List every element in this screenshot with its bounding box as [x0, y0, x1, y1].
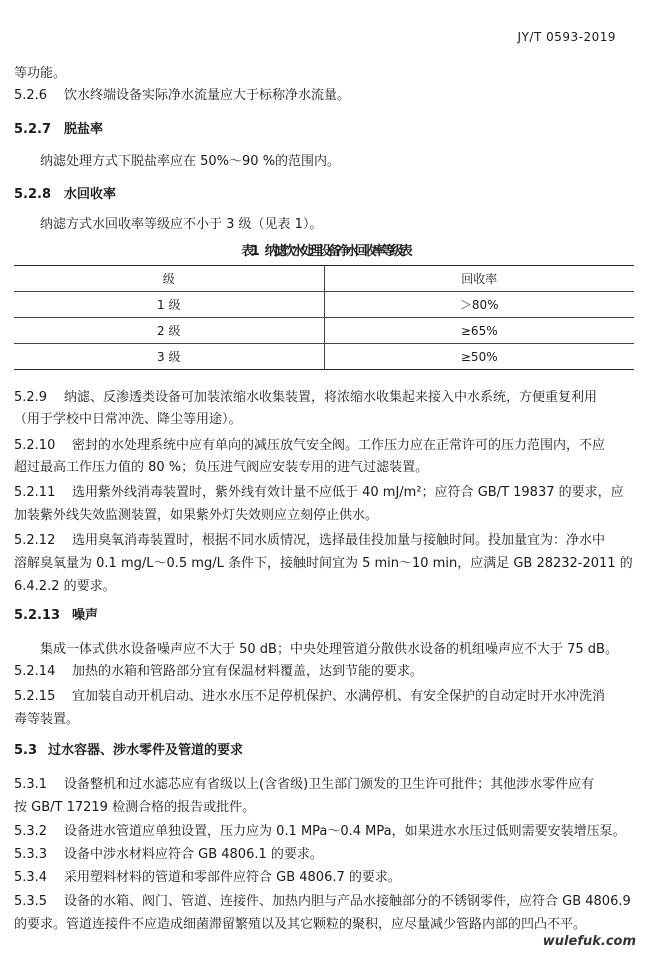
clause-text: 采用塑料材料的管道和零部件应符合 GB 4806.7 的要求。	[64, 870, 401, 885]
heading-5-2-8	[14, 183, 116, 202]
clause-text: 纳滤、反渗透类设备可加装浓缩水收集装置，将浓缩水收集起来接入中水系统，方便重复利用	[64, 390, 598, 405]
clause-text-cont: 毒等装置。	[14, 712, 80, 727]
heading-5-2-13	[14, 604, 98, 623]
clause-text-cont: 超过最高工作压力值的 80 %；负压进气阀应安装专用的进气过滤装置。	[14, 460, 429, 475]
clause-title: 噪声	[72, 608, 99, 623]
clause-text-cont: 溶解臭氧量为 0.1 mg/L～0.5 mg/L 条件下，接触时间宜为 5 min～10 min，应满足 GB 28232-2011 的	[14, 556, 633, 571]
table-caption: 表 1 纳滤饮水处理设备净水回收率等级表	[241, 244, 409, 259]
clause-title: 过水容器、涉水零件及管道的要求	[48, 743, 244, 758]
watermark: wulefuk.com	[542, 934, 636, 949]
clause-5-3-3	[14, 843, 323, 862]
table-row	[14, 292, 634, 318]
clause-5-3-1	[14, 773, 594, 792]
clause-number: 5.3.4	[14, 870, 48, 885]
clause-number: 5.2.8	[14, 187, 52, 202]
clause-number: 5.2.12	[14, 533, 56, 548]
clause-text-cont: 的要求。管道连接件不应造成细菌滞留繁殖以及其它颗粒的聚积，应尽量减少管路内部的凹凸不平。	[14, 917, 587, 932]
clause-text: 饮水终端设备实际净水流量应大于标称净水流量。	[64, 88, 351, 103]
table-cell: 1 级	[14, 292, 324, 318]
table-cell: ≥65%	[324, 318, 634, 344]
clause-text-cont: （用于学校中日常冲洗、降尘等用途）。	[14, 412, 242, 427]
clause-text-cont: 按 GB/T 17219 检测合格的报告或批件。	[14, 800, 256, 815]
clause-5-2-15	[14, 685, 605, 704]
clause-number: 5.2.15	[14, 689, 56, 704]
recovery-rate-table	[14, 265, 634, 370]
table-row	[14, 344, 634, 370]
table-cell: 2 级	[14, 318, 324, 344]
clause-5-2-11	[14, 481, 624, 500]
table-cell: ≥50%	[324, 344, 634, 370]
clause-number: 5.3.2	[14, 824, 48, 839]
clause-body: 集成一体式供水设备噪声应不大于 50 dB；中央处理管道分散供水设备的机组噪声应不大于 75 dB。	[40, 642, 618, 657]
clause-5-3-2	[14, 820, 626, 839]
clause-text-cont: 加装紫外线失效监测装置，如果紫外灯失效则应立刻停止供水。	[14, 508, 379, 523]
clause-5-3-4	[14, 866, 401, 885]
table-header-cell: 回收率	[324, 266, 634, 292]
clause-body: 纳滤处理方式下脱盐率应在 50%～90 %的范围内。	[40, 154, 341, 169]
clause-number: 5.2.6	[14, 88, 48, 103]
clause-number: 5.3.1	[14, 777, 48, 792]
clause-number: 5.3.3	[14, 847, 48, 862]
clause-5-2-10	[14, 434, 605, 453]
clause-title: 脱盐率	[64, 122, 104, 137]
clause-text: 宜加装自动开机启动、进水水压不足停机保护、水满停机、有安全保护的自动定时开水冲洗消	[72, 689, 606, 704]
clause-number: 5.2.7	[14, 122, 52, 137]
table-row	[14, 318, 634, 344]
clause-5-2-14	[14, 660, 423, 679]
clause-number: 5.2.11	[14, 485, 56, 500]
clause-body: 纳滤方式水回收率等级应不小于 3 级（见表 1）。	[40, 217, 323, 232]
table-cell: ＞80%	[324, 292, 634, 318]
clause-number: 5.2.13	[14, 608, 61, 623]
clause-text-cont: 6.4.2.2 的要求。	[14, 579, 116, 594]
heading-5-2-7	[14, 118, 103, 137]
clause-text: 设备中涉水材料应符合 GB 4806.1 的要求。	[64, 847, 323, 862]
standard-code: JY/T 0593-2019	[517, 30, 616, 44]
clause-5-2-6	[14, 84, 350, 103]
clause-5-2-12	[14, 529, 605, 548]
clause-text: 密封的水处理系统中应有单向的减压放气安全阀。工作压力应在正常许可的压力范围内，不应	[72, 438, 606, 453]
clause-text: 设备的水箱、阀门、管道、连接件、加热内胆与产品水接触部分的不锈钢零件，应符合 GB 4806.9	[64, 894, 631, 909]
clause-5-2-9	[14, 386, 597, 405]
text-line: 等功能。	[14, 66, 67, 81]
table-cell: 3 级	[14, 344, 324, 370]
clause-text: 选用臭氧消毒装置时，根据不同水质情况，选择最佳投加量与接触时间。投加量宜为：净水中	[72, 533, 606, 548]
heading-5-3	[14, 739, 243, 758]
clause-text: 设备进水管道应单独设置，压力应为 0.1 MPa～0.4 MPa，如果进水水压过低则需要安装增压泵。	[64, 824, 626, 839]
clause-number: 5.2.10	[14, 438, 56, 453]
clause-text: 选用紫外线消毒装置时，紫外线有效计量不应低于 40 mJ/m²；应符合 GB/T 19837 的要求，应	[72, 485, 624, 500]
clause-number: 5.3.5	[14, 894, 48, 909]
clause-5-3-5	[14, 890, 631, 909]
clause-text: 加热的水箱和管路部分宜有保温材料覆盖，达到节能的要求。	[72, 664, 424, 679]
clause-number: 5.3	[14, 743, 38, 758]
clause-text: 设备整机和过水滤芯应有省级以上(含省级)卫生部门颁发的卫生许可批件；其他涉水零件应有	[64, 777, 595, 792]
clause-title: 水回收率	[64, 187, 117, 202]
table-header-row	[14, 266, 634, 292]
table-header-cell: 级	[14, 266, 324, 292]
clause-number: 5.2.9	[14, 390, 48, 405]
clause-number: 5.2.14	[14, 664, 56, 679]
